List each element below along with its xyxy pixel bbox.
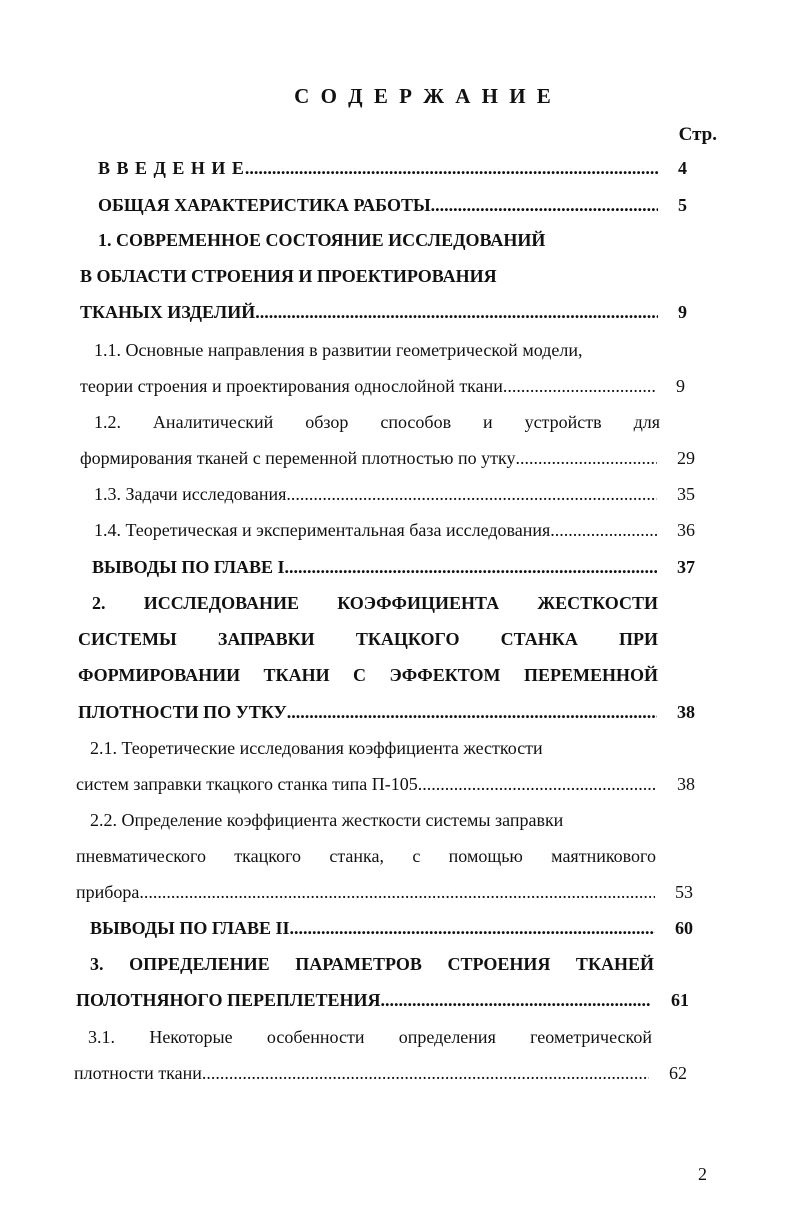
- toc-entry-text: 1.4. Теоретическая и экспериментальная база исследования: [94, 520, 551, 540]
- toc-chapter1-line2: В ОБЛАСТИ СТРОЕНИЯ И ПРОЕКТИРОВАНИЯ: [80, 266, 497, 286]
- toc-entry-page: 9: [676, 376, 685, 396]
- toc-chapter2-line2: СИСТЕМЫ ЗАПРАВКИ ТКАЦКОГО СТАНКА ПРИ: [78, 629, 658, 649]
- dot-leader: [516, 448, 658, 469]
- toc-entry-page: 4: [678, 158, 687, 178]
- toc-entry-introduction[interactable]: [98, 158, 687, 179]
- toc-entry-1-2[interactable]: [80, 448, 695, 469]
- toc-entry-text: ТКАНЫХ ИЗДЕЛИЙ: [80, 302, 256, 322]
- toc-section-3-1-line1: 3.1. Некоторые особенности определения геометрической: [88, 1027, 652, 1047]
- dot-leader: [290, 918, 655, 939]
- dot-leader: [418, 774, 657, 795]
- toc-entry-page: 29: [677, 448, 695, 468]
- toc-entry-page: 36: [677, 520, 695, 540]
- toc-entry-chapter1[interactable]: [80, 302, 687, 323]
- toc-entry-page: 61: [671, 990, 689, 1010]
- toc-chapter3-line1: 3. ОПРЕДЕЛЕНИЕ ПАРАМЕТРОВ СТРОЕНИЯ ТКАНЕЙ: [90, 954, 654, 974]
- toc-entry-chapter2[interactable]: [78, 702, 695, 723]
- toc-section-2-1-line1: 2.1. Теоретические исследования коэффициента жесткости: [90, 738, 543, 758]
- dot-leader: [550, 520, 657, 541]
- toc-entry-text: плотности ткани: [74, 1063, 202, 1083]
- toc-entry-chapter3[interactable]: [76, 990, 689, 1011]
- toc-entry-text: ПЛОТНОСТИ ПО УТКУ: [78, 702, 287, 722]
- toc-entry-2-2[interactable]: [76, 882, 693, 903]
- toc-entry-page: 62: [669, 1063, 687, 1083]
- toc-title: С О Д Е Р Ж А Н И Е: [294, 84, 554, 108]
- toc-chapter2-line3: ФОРМИРОВАНИИ ТКАНИ С ЭФФЕКТОМ ПЕРЕМЕННОЙ: [78, 665, 658, 685]
- toc-entry-text: ОБЩАЯ ХАРАКТЕРИСТИКА РАБОТЫ: [98, 195, 431, 215]
- toc-entry-page: 9: [678, 302, 687, 322]
- toc-entry-page: 5: [678, 195, 687, 215]
- toc-entry-page: 53: [675, 882, 693, 902]
- toc-section-1-1-line1: 1.1. Основные направления в развитии геометрической модели,: [94, 340, 583, 360]
- toc-entry-3-1[interactable]: [74, 1063, 687, 1084]
- toc-entry-page: 38: [677, 774, 695, 794]
- toc-entry-page: 35: [677, 484, 695, 504]
- toc-entry-text: В В Е Д Е Н И Е: [98, 158, 245, 178]
- toc-entry-text: ПОЛОТНЯНОГО ПЕРЕПЛЕТЕНИЯ: [76, 990, 381, 1010]
- page-column-label: Стр.: [678, 124, 717, 145]
- dot-leader: [287, 702, 657, 723]
- toc-section-1-2-line1: 1.2. Аналитический обзор способов и устройств для: [94, 412, 660, 432]
- toc-entry-conclusions-2[interactable]: [90, 918, 693, 939]
- dot-leader: [202, 1063, 649, 1084]
- dot-leader: [285, 557, 657, 578]
- toc-entry-text: систем заправки ткацкого станка типа П-105: [76, 774, 418, 794]
- dot-leader: [245, 158, 658, 179]
- toc-entry-page: 37: [677, 557, 695, 577]
- toc-entry-2-1[interactable]: [76, 774, 695, 795]
- dot-leader: [380, 990, 651, 1011]
- toc-entry-page: 38: [677, 702, 695, 722]
- toc-chapter2-line1: 2. ИССЛЕДОВАНИЕ КОЭФФИЦИЕНТА ЖЕСТКОСТИ: [92, 593, 658, 613]
- dot-leader: [139, 882, 655, 903]
- toc-entry-text: 1.3. Задачи исследования: [94, 484, 287, 504]
- toc-section-2-2-line2: пневматического ткацкого станка, с помощью маятникового: [76, 846, 656, 866]
- toc-entry-text: прибора: [76, 882, 140, 902]
- toc-entry-page: 60: [675, 918, 693, 938]
- toc-section-2-2-line1: 2.2. Определение коэффициента жесткости системы заправки: [90, 810, 564, 830]
- toc-entry-text: ВЫВОДЫ ПО ГЛАВЕ I: [92, 557, 285, 577]
- dot-leader: [286, 484, 657, 505]
- toc-entry-text: формирования тканей с переменной плотностью по утку: [80, 448, 516, 468]
- toc-entry-1-1[interactable]: [80, 376, 685, 397]
- toc-entry-text: теории строения и проектирования однослойной ткани: [80, 376, 503, 396]
- toc-chapter1-line1: 1. СОВРЕМЕННОЕ СОСТОЯНИЕ ИССЛЕДОВАНИЙ: [98, 230, 546, 250]
- toc-entry-1-4[interactable]: [94, 520, 695, 541]
- toc-entry-text: ВЫВОДЫ ПО ГЛАВЕ II: [90, 918, 290, 938]
- dot-leader: [255, 302, 658, 323]
- dot-leader: [503, 376, 656, 397]
- toc-entry-general[interactable]: [98, 195, 687, 216]
- toc-entry-conclusions-1[interactable]: [92, 557, 695, 578]
- dot-leader: [431, 195, 658, 216]
- toc-entry-1-3[interactable]: [94, 484, 695, 505]
- page-number: 2: [698, 1164, 707, 1184]
